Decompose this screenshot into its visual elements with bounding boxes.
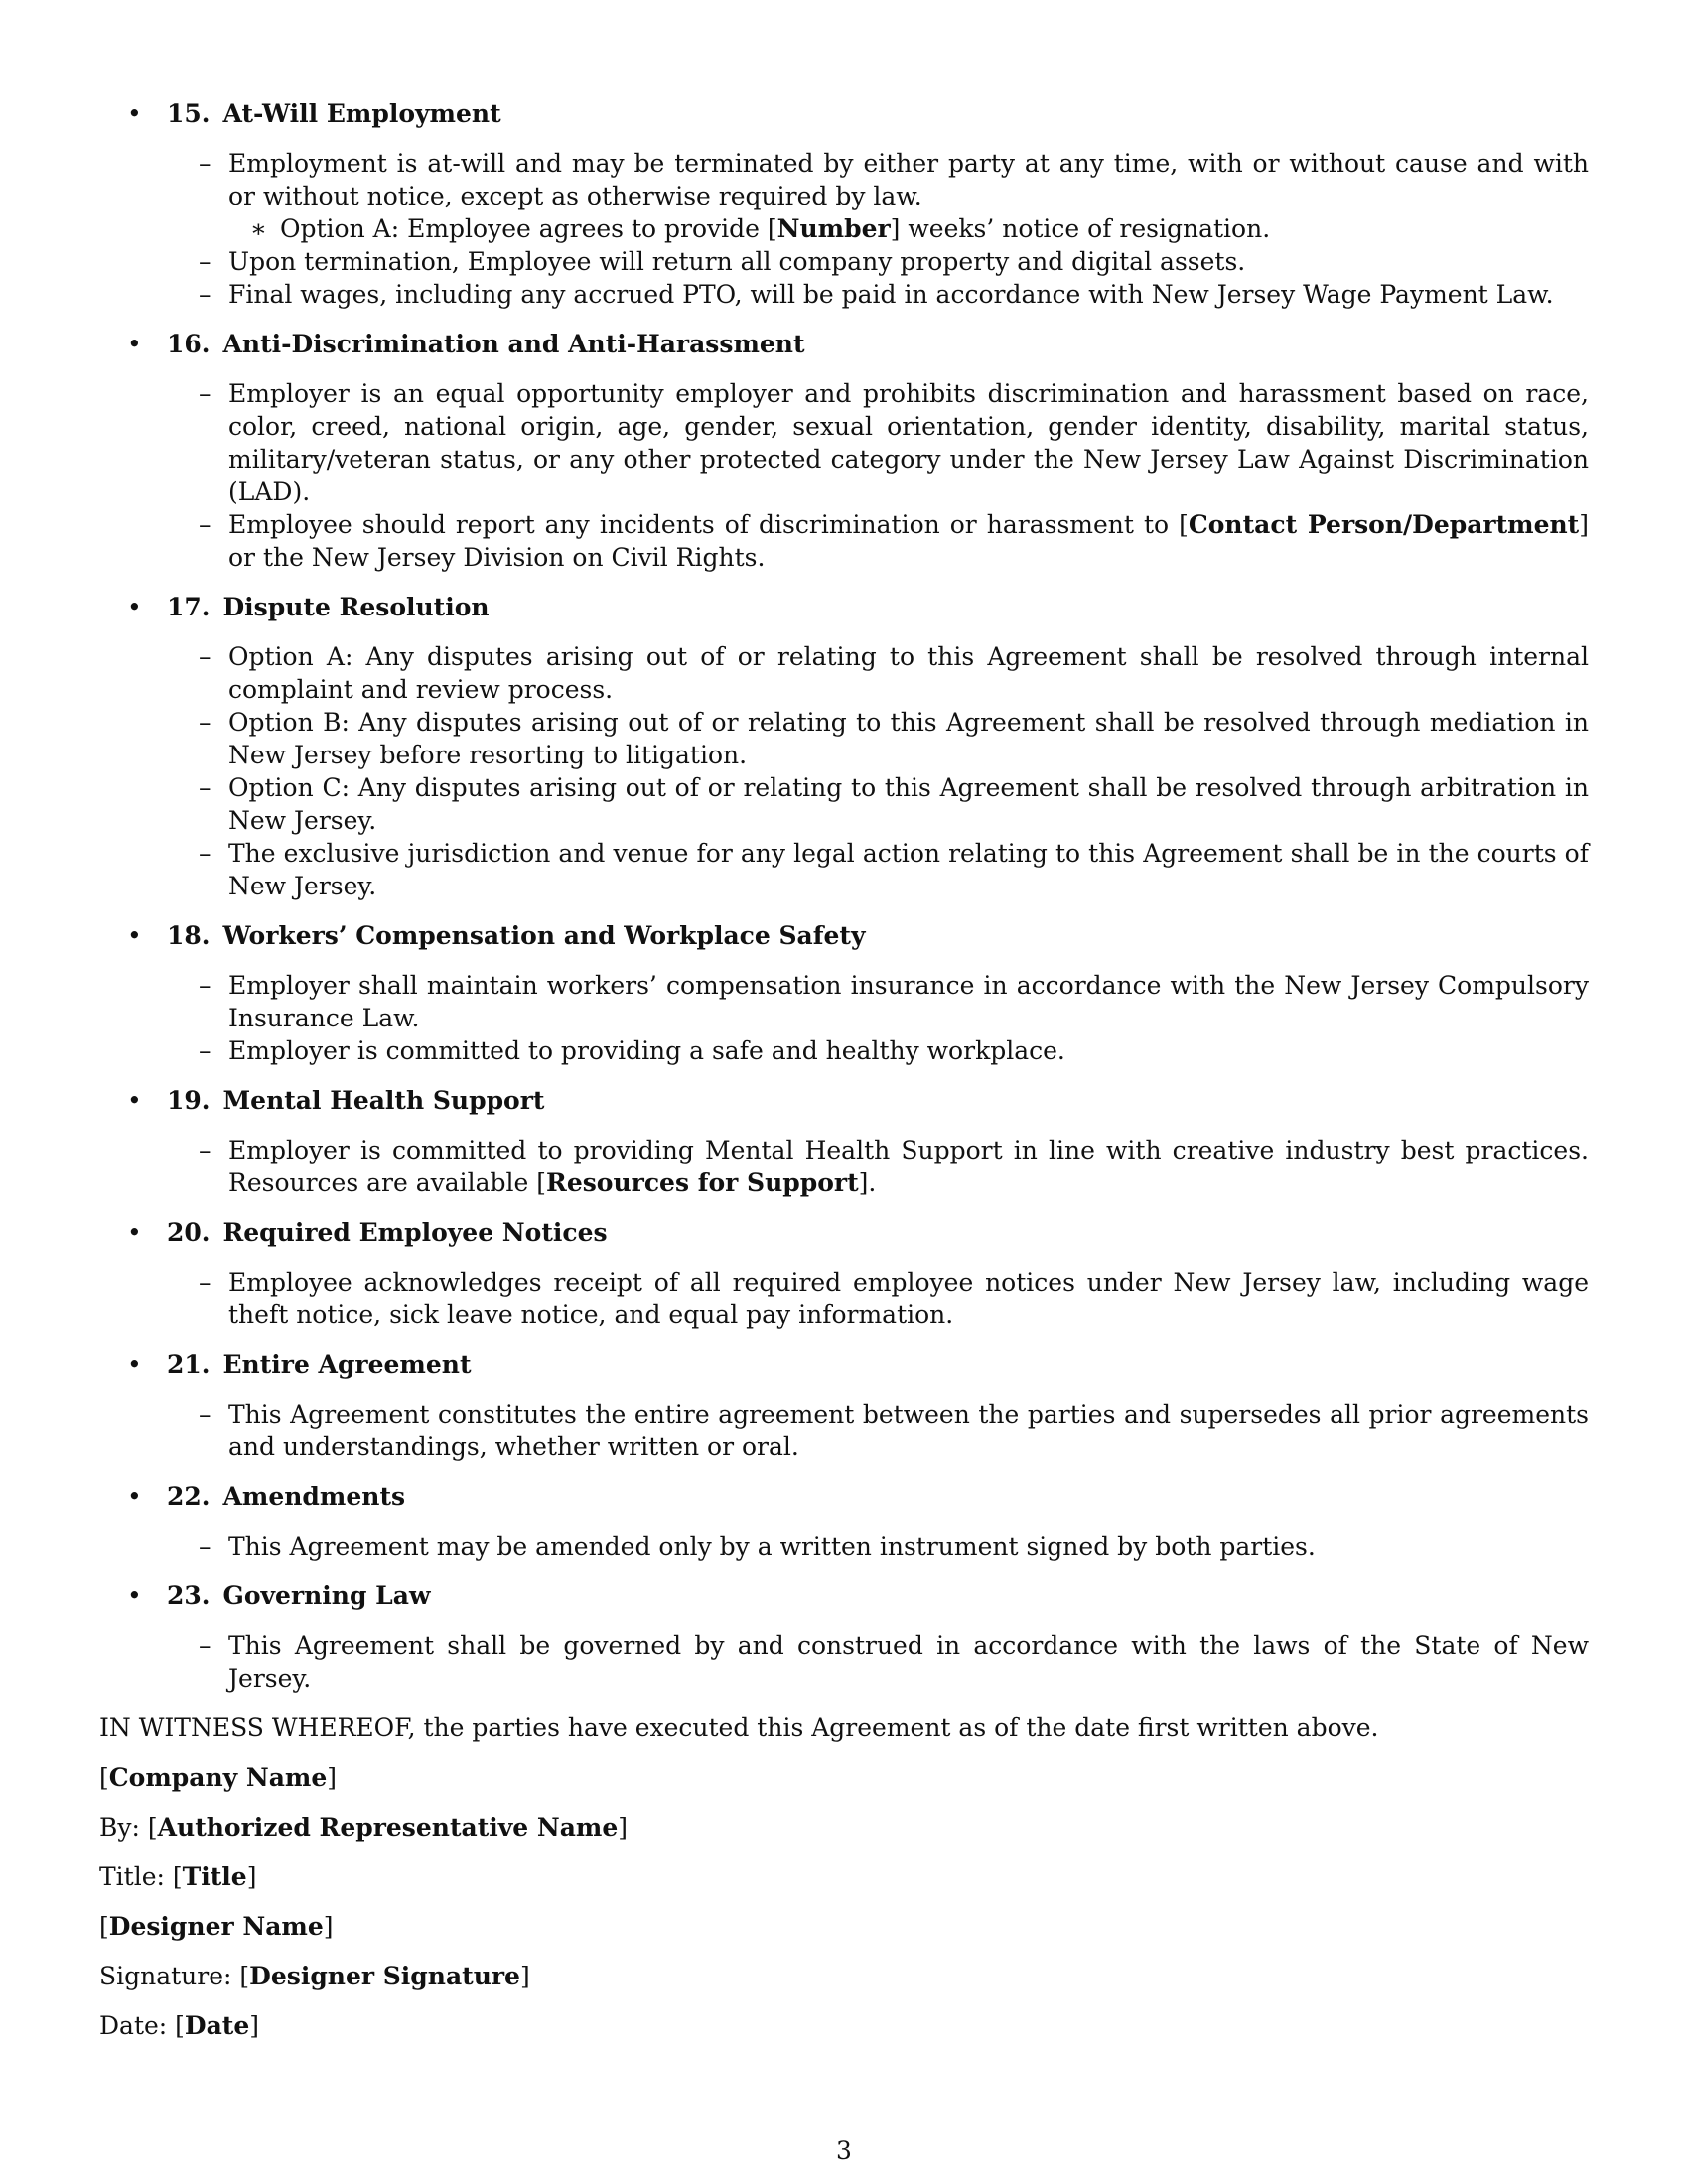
clause-list [167, 147, 1589, 311]
section [99, 1579, 1589, 1695]
clause-item [167, 969, 1589, 1034]
dash-glyph: – [199, 149, 211, 178]
body-text: This Agreement shall be governed by and construed in accordance with the laws of the State of New Jersey. [228, 1631, 1589, 1693]
body-text: [ [99, 1763, 109, 1792]
clause-item [167, 1266, 1589, 1331]
dash-glyph: – [199, 1268, 211, 1297]
body-text: ] [249, 2011, 260, 2040]
body-text: Final wages, including any accrued PTO, will be paid in accordance with New Jersey Wage Payment Law. [228, 280, 1554, 309]
clause-item [167, 771, 1589, 837]
section-number: 23. [167, 1581, 211, 1610]
section-heading [127, 1480, 1589, 1513]
section-number: 17. [167, 593, 211, 621]
body-text: Employer is committed to providing Mental Health Support in line with creative industry best practices. Resources are available [ [228, 1136, 1589, 1197]
placeholder-text: Contact Person/Department [1188, 510, 1580, 539]
section-heading [127, 591, 1589, 623]
dash-glyph: – [199, 1136, 211, 1164]
body-text: Employee should report any incidents of discrimination or harassment to [ [228, 510, 1189, 539]
dash-glyph: – [199, 839, 211, 868]
body-text: ] [519, 1962, 530, 1990]
dash-glyph: – [199, 379, 211, 408]
clause-item [167, 1530, 1589, 1563]
section-number: 21. [167, 1350, 211, 1379]
section [99, 1480, 1589, 1563]
clause-item [167, 1134, 1589, 1199]
body-text: Employer shall maintain workers’ compensation insurance in accordance with the New Jersey Compulsory Insurance Law. [228, 971, 1589, 1032]
body-text: The exclusive jurisdiction and venue for any legal action relating to this Agreement shall be in the courts of New Jersey. [228, 839, 1589, 900]
body-text: ] or the New Jersey Division on Civil Rights. [228, 510, 1589, 572]
clause-list [167, 1530, 1589, 1563]
clause-item [167, 377, 1589, 508]
body-text: ] weeks’ notice of resignation. [890, 214, 1271, 243]
body-text: Upon termination, Employee will return all company property and digital assets. [228, 247, 1246, 276]
clause-list [167, 1629, 1589, 1695]
body-text: ] [246, 1862, 257, 1891]
clause-list [167, 1134, 1589, 1199]
dash-glyph: – [199, 247, 211, 276]
section-list [99, 97, 1589, 1695]
body-text: ] [618, 1813, 629, 1842]
clause-item [167, 837, 1589, 902]
clause-item [167, 147, 1589, 245]
clause-item [167, 1034, 1589, 1067]
dash-glyph: – [199, 510, 211, 539]
section-title: Governing Law [222, 1581, 431, 1610]
section [99, 1084, 1589, 1199]
bullet-glyph: • [127, 1482, 142, 1511]
placeholder-text: Date [184, 2011, 250, 2040]
body-text: Option A: Any disputes arising out of or relating to this Agreement shall be resolved through internal complaint and review process. [228, 642, 1589, 704]
sub-clause-item [228, 212, 1589, 245]
section-heading [127, 1084, 1589, 1117]
body-text: ] [323, 1912, 334, 1941]
section [99, 328, 1589, 574]
section [99, 1216, 1589, 1331]
body-text: Option B: Any disputes arising out of or relating to this Agreement shall be resolved through mediation in New Jersey before resorting to litigation. [228, 708, 1589, 769]
section-heading [127, 97, 1589, 130]
body-text: Title: [ [99, 1862, 183, 1891]
dash-glyph: – [199, 642, 211, 671]
body-text: Employer is committed to providing a safe and healthy workplace. [228, 1036, 1065, 1065]
signature-block [99, 1761, 1589, 2042]
section-title: Entire Agreement [222, 1350, 472, 1379]
dash-glyph: – [199, 1631, 211, 1660]
section-heading [127, 328, 1589, 360]
signature-line [99, 1860, 1589, 1893]
placeholder-text: Authorized Representative Name [157, 1813, 619, 1842]
clause-item [167, 1629, 1589, 1695]
witness-clause: IN WITNESS WHEREOF, the parties have executed this Agreement as of the date first written above. [99, 1713, 1379, 1742]
section-number: 20. [167, 1218, 211, 1247]
dash-glyph: – [199, 1400, 211, 1429]
clause-item [167, 508, 1589, 574]
clause-list [167, 640, 1589, 902]
section-number: 22. [167, 1482, 211, 1511]
body-text: [ [99, 1912, 109, 1941]
section-heading [127, 1216, 1589, 1249]
page-number: 3 [836, 2136, 852, 2165]
section-number: 18. [167, 921, 211, 950]
section-title: Required Employee Notices [222, 1218, 608, 1247]
section [99, 919, 1589, 1067]
body-text: This Agreement may be amended only by a written instrument signed by both parties. [228, 1532, 1316, 1561]
section-title: Anti-Discrimination and Anti-Harassment [222, 330, 805, 358]
body-text: By: [ [99, 1813, 158, 1842]
star-glyph: ∗ [250, 214, 267, 243]
section-heading [127, 1348, 1589, 1381]
bullet-glyph: • [127, 1086, 142, 1115]
clause-list [167, 1398, 1589, 1463]
placeholder-text: Company Name [108, 1763, 328, 1792]
clause-item [167, 640, 1589, 706]
signature-line [99, 1960, 1589, 1992]
body-text: ] [327, 1763, 338, 1792]
section-title: At-Will Employment [222, 99, 501, 128]
placeholder-text: Number [776, 214, 891, 243]
dash-glyph: – [199, 280, 211, 309]
signature-line [99, 1761, 1589, 1794]
section-heading [127, 1579, 1589, 1612]
placeholder-text: Title [182, 1862, 247, 1891]
section-number: 15. [167, 99, 211, 128]
clause-list [167, 377, 1589, 574]
section-number: 19. [167, 1086, 211, 1115]
bullet-glyph: • [127, 1581, 142, 1610]
dash-glyph: – [199, 1036, 211, 1065]
dash-glyph: – [199, 971, 211, 1000]
bullet-glyph: • [127, 330, 142, 358]
section-title: Dispute Resolution [222, 593, 490, 621]
clause-item [167, 245, 1589, 278]
clause-item [167, 706, 1589, 771]
body-text: Employee acknowledges receipt of all required employee notices under New Jersey law, including wage theft notice, sick leave notice, and equal pay information. [228, 1268, 1589, 1329]
body-text: Option C: Any disputes arising out of or relating to this Agreement shall be resolved through arbitration in New Jersey. [228, 773, 1589, 835]
placeholder-text: Designer Signature [249, 1962, 520, 1990]
clause-item [167, 278, 1589, 311]
bullet-glyph: • [127, 593, 142, 621]
document-page [99, 97, 1589, 2059]
dash-glyph: – [199, 773, 211, 802]
signature-line [99, 1910, 1589, 1943]
bullet-glyph: • [127, 1218, 142, 1247]
body-text: Employment is at-will and may be terminated by either party at any time, with or without cause and with or without notice, except as otherwise required by law. [228, 149, 1589, 210]
bullet-glyph: • [127, 1350, 142, 1379]
section-title: Amendments [222, 1482, 406, 1511]
body-text: This Agreement constitutes the entire agreement between the parties and supersedes all prior agreements and understandings, whether written or oral. [228, 1400, 1589, 1461]
section [99, 1348, 1589, 1463]
section-heading [127, 919, 1589, 952]
body-text: Option A: Employee agrees to provide [ [280, 214, 777, 243]
dash-glyph: – [199, 1532, 211, 1561]
clause-list [167, 969, 1589, 1067]
body-text: ]. [858, 1168, 877, 1197]
dash-glyph: – [199, 708, 211, 737]
clause-list [167, 1266, 1589, 1331]
body-text: Employer is an equal opportunity employer and prohibits discrimination and harassment based on race, color, creed, national origin, age, gender, sexual orientation, gender identity, disability, marital status, military/veteran status, or any other protected category under the New Jersey Law Against Discrimination (LAD). [228, 379, 1589, 506]
signature-line [99, 1811, 1589, 1843]
section [99, 591, 1589, 902]
placeholder-text: Designer Name [108, 1912, 324, 1941]
signature-line [99, 2009, 1589, 2042]
body-text: Signature: [ [99, 1962, 250, 1990]
bullet-glyph: • [127, 921, 142, 950]
section-title: Workers’ Compensation and Workplace Safety [222, 921, 866, 950]
section-number: 16. [167, 330, 211, 358]
clause-item [167, 1398, 1589, 1463]
bullet-glyph: • [127, 99, 142, 128]
body-text: Date: [ [99, 2011, 185, 2040]
section-title: Mental Health Support [222, 1086, 545, 1115]
section [99, 97, 1589, 311]
placeholder-text: Resources for Support [546, 1168, 859, 1197]
